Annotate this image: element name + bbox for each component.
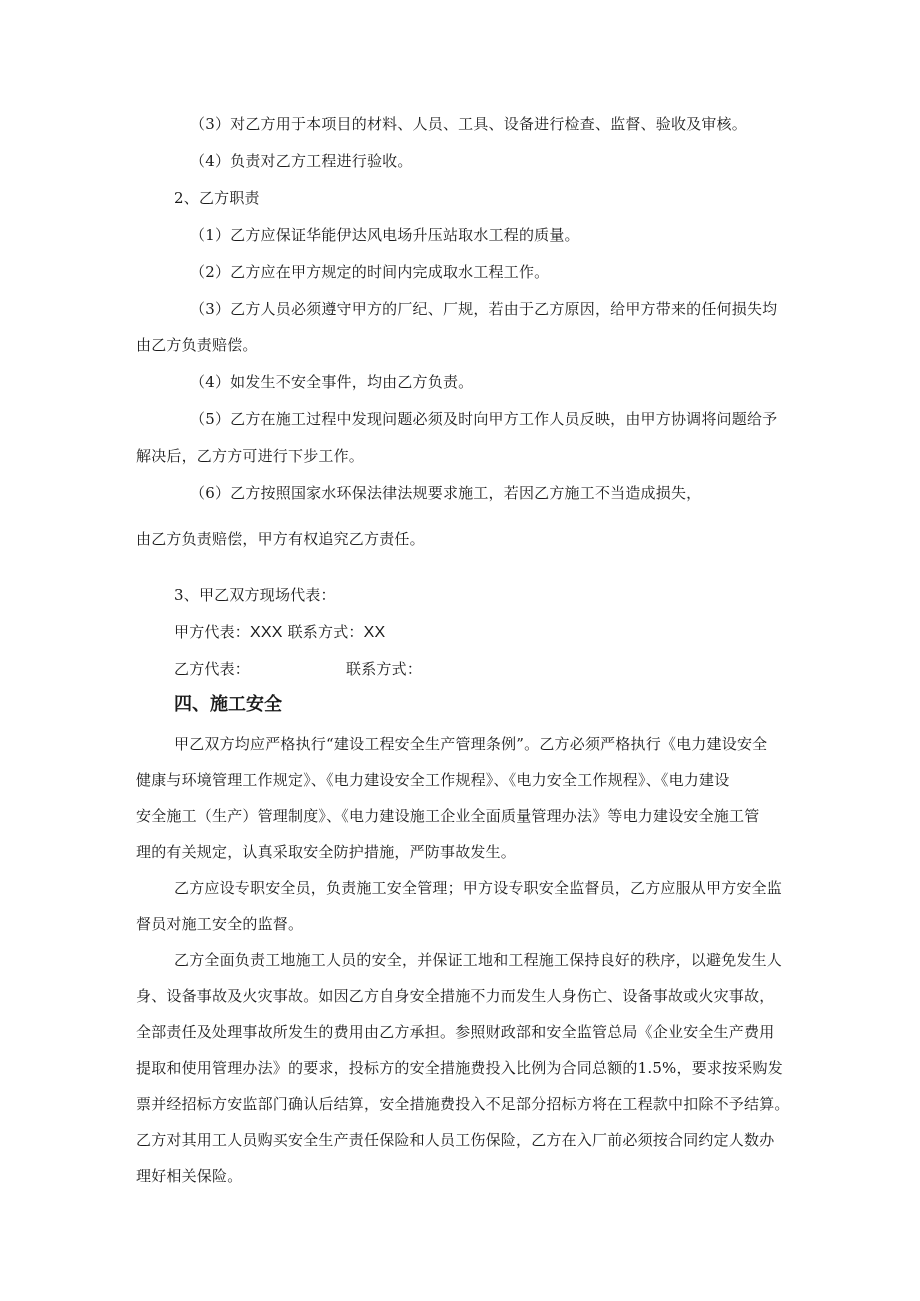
yi-clause-3-line2: 由乙方负责赔偿。 (136, 336, 258, 354)
safety-p1-line4: 理的有关规定，认真采取安全防护措施，严防事故发生。 (136, 843, 517, 861)
yi-clause-2: （2）乙方应在甲方规定的时间内完成取水工程工作。 (190, 263, 550, 281)
subheading-reps: 3、甲乙双方现场代表： (174, 586, 336, 604)
yi-clause-1: （1）乙方应保证华能伊达风电场升压站取水工程的质量。 (190, 226, 580, 244)
safety-p3-line1: 乙方全面负责工地施工人员的安全，并保证工地和工程施工保持良好的秩序，以避免发生人 (174, 951, 783, 969)
jia-rep-name: XXX (250, 624, 283, 641)
yi-clause-4: （4）如发生不安全事件，均由乙方负责。 (190, 373, 474, 391)
safety-p3-line4: 提取和使用管理办法》的要求，投标方的安全措施费投入比例为合同总额的1.5%，要求按采购发 (136, 1059, 783, 1077)
yi-rep-line (174, 659, 422, 679)
safety-p1-line1: 甲乙双方均应严格执行“建设工程安全生产管理条例”。乙方必须严格执行《电力建设安全 (174, 735, 768, 753)
safety-p1-line3: 安全施工（生产）管理制度》、《电力建设施工企业全面质量管理办法》等电力建设安全施工管 (136, 807, 760, 825)
jia-contact-label: 联系方式： (287, 623, 364, 641)
safety-p2-line2: 督员对施工安全的监督。 (136, 915, 304, 933)
safety-p3-line6: 乙方对其用工人员购买安全生产责任保险和人员工伤保险，乙方在入厂前必须按合同约定人数办 (136, 1131, 775, 1149)
safety-p3-line3: 全部责任及处理事故所发生的费用由乙方承担。参照财政部和安全监管总局《企业安全生产费用 (136, 1023, 775, 1041)
jia-rep-label: 甲方代表： (174, 623, 251, 641)
clause-3-inspect: （3）对乙方用于本项目的材料、人员、工具、设备进行检查、监督、验收及审核。 (190, 115, 747, 133)
safety-p2-line1: 乙方应设专职安全员，负责施工安全管理；甲方设专职安全监督员，乙方应服从甲方安全监 (174, 879, 783, 897)
yi-clause-6-line2: 由乙方负责赔偿，甲方有权追究乙方责任。 (136, 530, 425, 548)
safety-p3-line2: 身、设备事故及火灾事故。如因乙方自身安全措施不力而发生人身伤亡、设备事故或火灾事故， (136, 987, 775, 1005)
yi-clause-5-line1: （5）乙方在施工过程中发现问题必须及时向甲方工作人员反映，由甲方协调将问题给予 (190, 410, 778, 428)
jia-contact-value: XX (363, 624, 386, 641)
safety-p3-line7: 理好相关保险。 (136, 1167, 243, 1185)
clause-4-accept: （4）负责对乙方工程进行验收。 (190, 152, 413, 170)
safety-p1-line2: 健康与环境管理工作规定》、《电力建设安全工作规程》、《电力安全工作规程》、《电力建设 (136, 771, 730, 789)
safety-p3-line5: 票并经招标方安监部门确认后结算，安全措施费投入不足部分招标方将在工程款中扣除不予结算。 (136, 1095, 790, 1113)
yi-rep-label: 乙方代表： (174, 660, 251, 678)
yi-clause-5-line2: 解决后，乙方方可进行下步工作。 (136, 447, 365, 465)
jia-rep-line (174, 622, 385, 643)
yi-clause-6-line1: （6）乙方按照国家水环保法律法规要求施工，若因乙方施工不当造成损失， (190, 484, 702, 502)
yi-clause-3-line1: （3）乙方人员必须遵守甲方的厂纪、厂规，若由于乙方原因，给甲方带来的任何损失均 (190, 300, 778, 318)
subheading-yi-duties: 2、乙方职责 (174, 189, 260, 207)
yi-contact-label: 联系方式： (346, 660, 423, 678)
section-heading-safety: 四、施工安全 (174, 694, 282, 715)
